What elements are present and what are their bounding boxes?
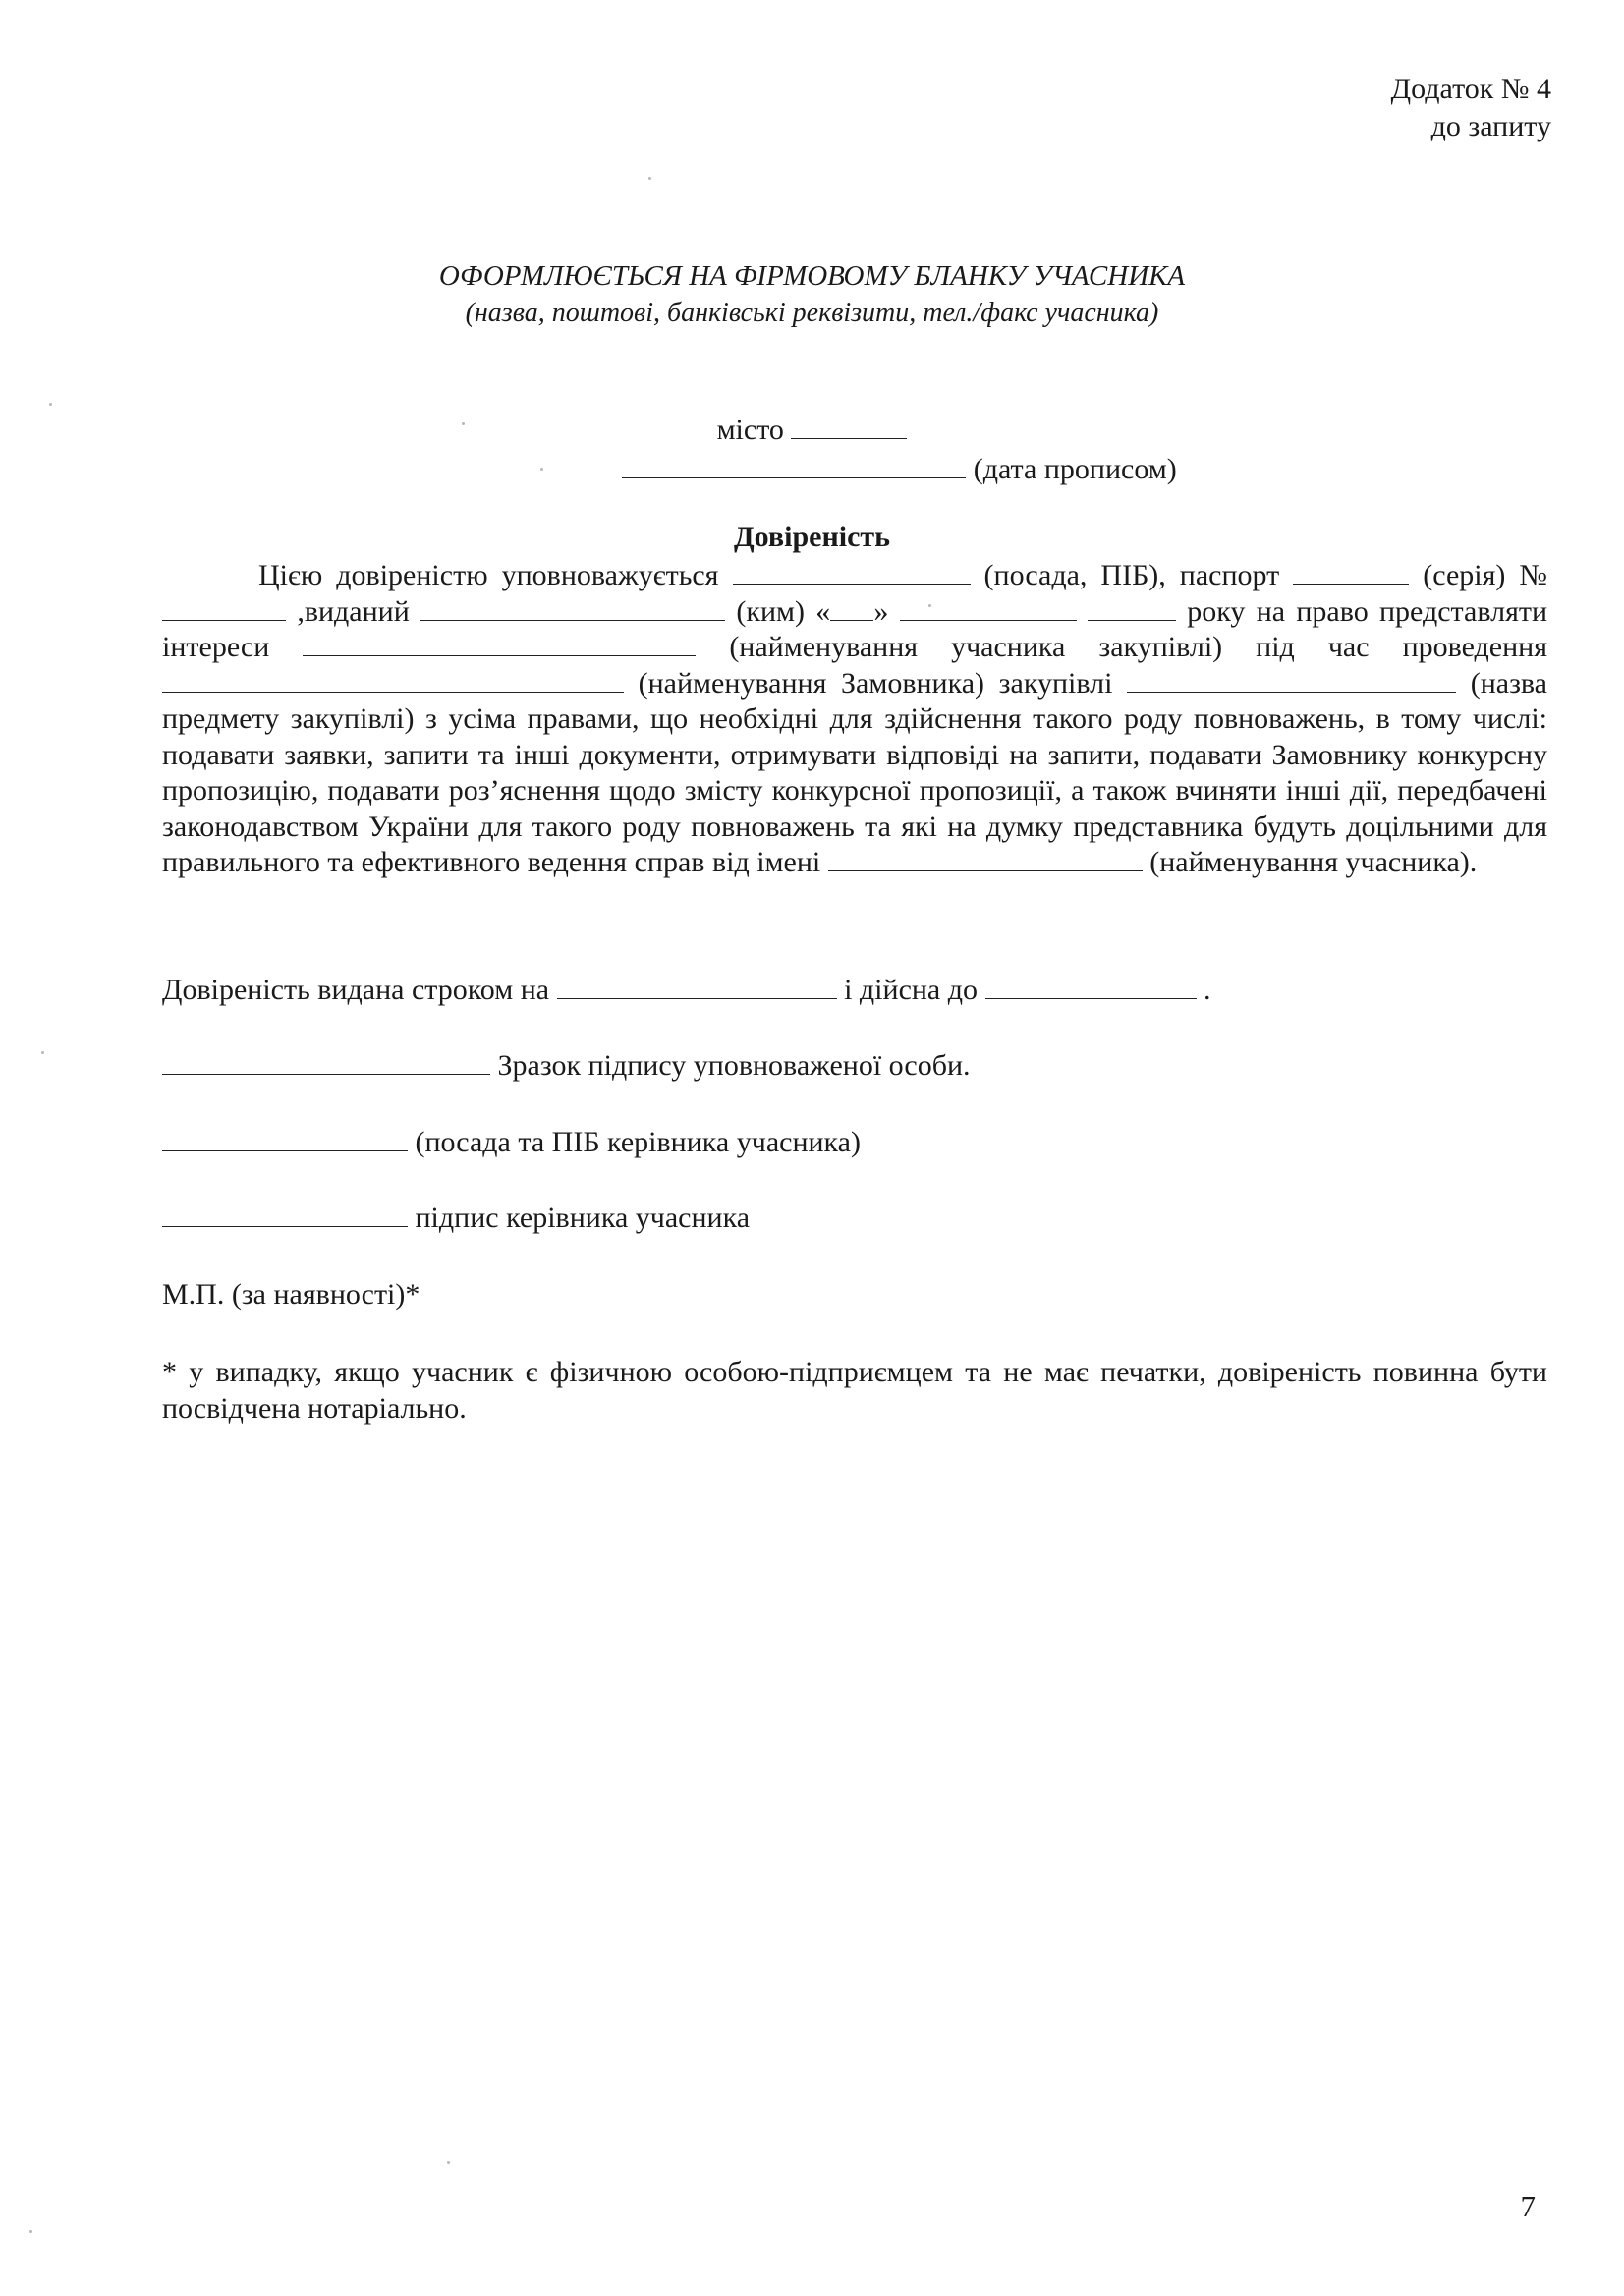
director-signature-line [162, 1201, 1547, 1236]
validity-middle: і дійсна до [844, 974, 979, 1006]
document-title: Довіреність [734, 521, 890, 553]
procurement-subject-blank [1127, 668, 1456, 693]
appendix-reference: до запиту [1430, 110, 1551, 142]
director-position-line [162, 1125, 1547, 1160]
page-number: 7 [1520, 2189, 1536, 2223]
validity-prefix: Довіреність видана строком на [162, 974, 550, 1006]
director-signature-blank [162, 1203, 408, 1227]
passport-series-blank [1293, 560, 1409, 585]
power-of-attorney-text [162, 558, 1547, 881]
place-blank [791, 415, 907, 439]
letterhead-note [0, 257, 1624, 332]
participant-name-blank-2 [828, 847, 1143, 871]
body-part-passport: (посада, ПІБ), паспорт [983, 559, 1280, 591]
issued-by-blank [420, 596, 725, 621]
place-label: місто [716, 414, 784, 446]
body-part-issued: ,виданий [297, 594, 410, 628]
date-row [0, 450, 1624, 489]
validity-line [162, 973, 1547, 1008]
appendix-number: Додаток № 4 [1390, 73, 1551, 105]
body-part-procurement: (найменування учасника закупівлі) під час проведення [729, 631, 1548, 663]
validity-term-blank [557, 975, 837, 999]
body-part-participant: (найменування учасника). [1149, 846, 1478, 878]
director-position-blank [162, 1127, 408, 1151]
scan-speck [49, 403, 52, 406]
body-part-quote-close: » [873, 594, 889, 628]
appendix-header [1391, 71, 1551, 145]
issue-year-blank [1088, 596, 1176, 621]
passport-number-blank [162, 596, 286, 621]
customer-name-blank [162, 668, 624, 693]
stamp-line [162, 1277, 1547, 1313]
scan-speck [447, 2161, 450, 2164]
scan-speck [540, 468, 543, 471]
date-label: (дата прописом) [973, 453, 1177, 485]
issue-month-blank [900, 596, 1077, 621]
body-part-powers: (назва предмету закупівлі) з усіма правами, що необхідні для здійснення такого роду повноважень, в тому числі: подавати заявки, запити та інші документи, отримувати відповіді на запити, подавати Замовнику конкурсну пропозицію, подавати роз’яснення щодо змісту конкурсної пропозиції, а також вчиняти інші дії, передбачені законодавством України для такого роду повноважень та які на думку представника будуть доцільними для правильного та ефективного ведення справ від імені [162, 666, 1547, 878]
position-name-blank [733, 560, 971, 585]
stamp-label: М.П. (за наявності)* [162, 1278, 420, 1311]
valid-until-blank [985, 975, 1197, 999]
participant-name-blank [303, 632, 696, 656]
body-part-customer: (найменування Замовника) закупівлі [638, 666, 1113, 700]
body-part-represent: року на право представляти інтереси [162, 594, 1548, 663]
validity-suffix: . [1204, 974, 1211, 1006]
footnote: * у випадку, якщо учасник є фізичною особою-підприємцем та не має печатки, довіреність повинна бути посвідчена нотаріально. [162, 1356, 1547, 1425]
body-part-by-whom: (ким) « [736, 594, 831, 628]
sample-signature-line [162, 1048, 1547, 1084]
scan-speck [928, 604, 931, 607]
scan-speck [29, 2230, 32, 2233]
scan-speck [462, 422, 465, 425]
letterhead-details: (назва, поштові, банківські реквізити, тел./факс учасника) [465, 298, 1159, 328]
place-date-block [0, 411, 1624, 489]
body-part-authorized: Цією довіреністю уповноважується [258, 559, 719, 591]
sample-signature-label: Зразок підпису уповноваженої особи. [497, 1049, 971, 1082]
sample-signature-blank [162, 1050, 490, 1075]
scan-speck [41, 1051, 44, 1054]
director-signature-label: підпис керівника учасника [415, 1202, 751, 1234]
issue-day-blank [830, 596, 873, 621]
place-row [0, 411, 1624, 450]
director-position-label: (посада та ПІБ керівника учасника) [415, 1126, 861, 1158]
scan-speck [648, 177, 651, 180]
letterhead-main: ОФОРМЛЮЄТЬСЯ НА ФІРМОВОМУ БЛАНКУ УЧАСНИКА [438, 260, 1186, 292]
body-part-series: (серія) № [1423, 559, 1548, 591]
date-blank [622, 454, 966, 478]
